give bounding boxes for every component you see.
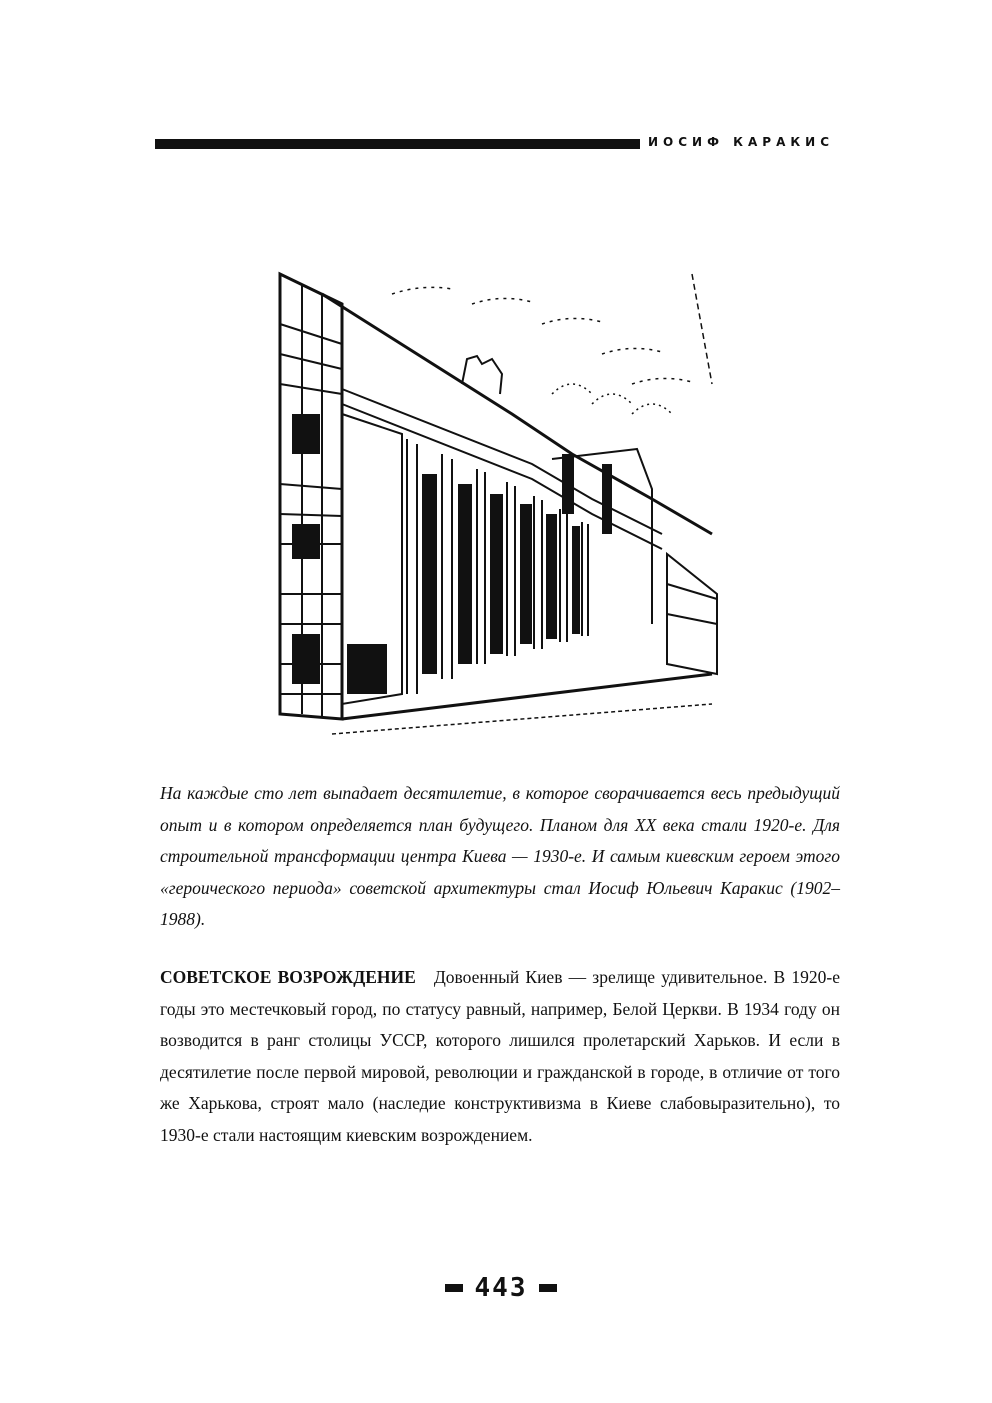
- header-rule: [155, 139, 640, 149]
- folio-right-bar: [539, 1284, 557, 1292]
- page-number-footer: [436, 1272, 566, 1304]
- folio-left-bar: [445, 1284, 463, 1292]
- section-text: Довоенный Киев — зрелище удивительное. В 1920-е годы это местечковый город, по статусу равный, например, Белой Церкви. В 1934 году он возводится в ранг столицы УССР, которого лишился пролетарский Харьков. И если в десятилетие после первой мировой, революции и гражданской в городе, в отличие от того же Харькова, строят мало (наследие конструктивизма в Киеве слабовыразительно), то 1930-е стали настоящим киевским возрождением.: [160, 967, 840, 1145]
- page-number: 443: [474, 1273, 528, 1303]
- building-illustration: [272, 264, 720, 742]
- section-paragraph: [160, 962, 840, 1151]
- section-body: [160, 962, 840, 1151]
- figure-caption: [160, 778, 840, 936]
- running-head: ИОСИФ КАРАКИС: [648, 135, 835, 149]
- building-facade-drawing-icon: [272, 264, 720, 742]
- section-title: СОВЕТСКОЕ ВОЗРОЖДЕНИЕ: [160, 967, 416, 987]
- caption-text: На каждые сто лет выпадает десятилетие, в которое сворачивается весь предыдущий опыт и в котором определяется план будущего. Планом для XX века стали 1920-е. Для строительной трансформации центра Киева — 1930-е. И самым киевским героем этого «героического периода» советской архитектуры стал Иосиф Юльевич Каракис (1902–1988).: [160, 783, 840, 929]
